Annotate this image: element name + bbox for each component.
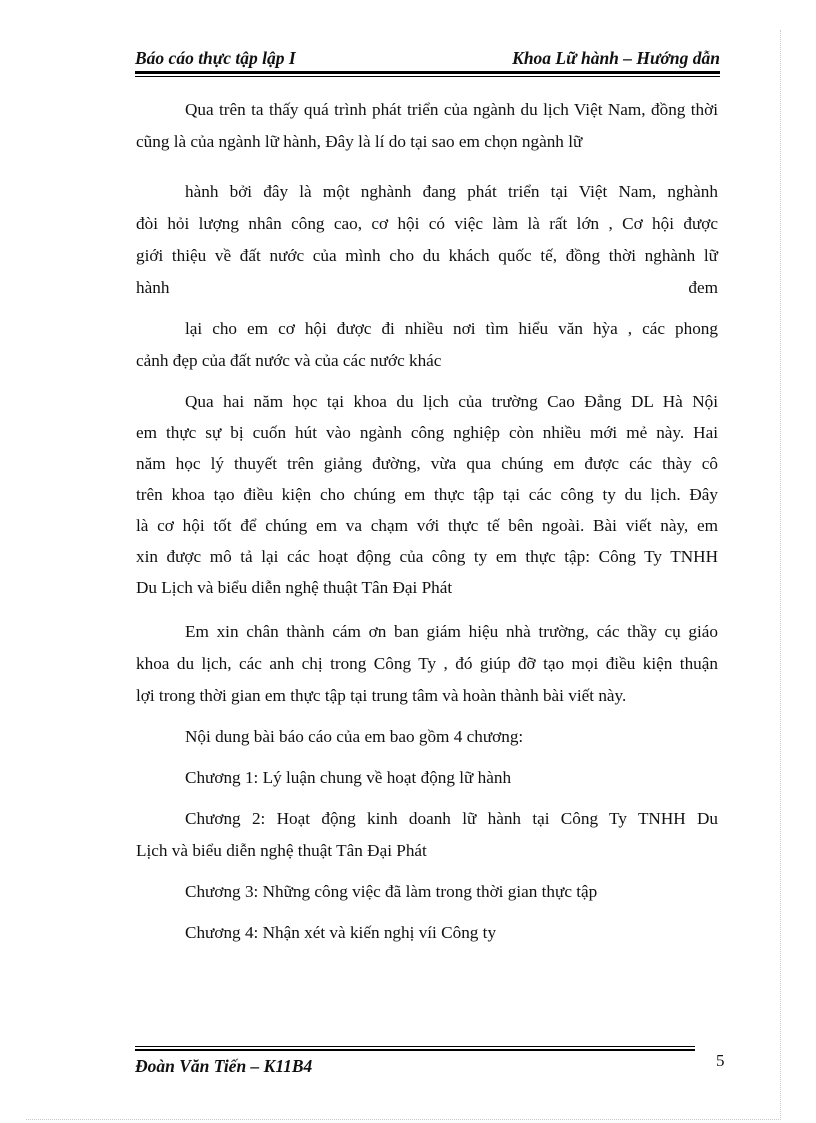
header-report-title: Báo cáo thực tập lập I [135, 48, 296, 68]
text-line: lợi trong thời gian em thực tập tại trung tâm và hoàn thành bài viết này. [136, 686, 627, 705]
chapter-4: Chương 4: Nhận xét và kiến nghị víi Công ty [185, 923, 497, 942]
chapter-1: Chương 1: Lý luận chung về hoạt động lữ hành [185, 768, 512, 787]
paragraph-intro [136, 94, 718, 158]
text-line: khoa du lịch, các anh chị trong Công Ty , đó giúp đỡ tạo mọi điều kiện thuận [136, 654, 718, 673]
chapter-3: Chương 3: Những công việc đã làm trong thời gian thực tập [185, 882, 598, 901]
header-department: Khoa Lữ hành – Hướng dẫn [512, 48, 720, 68]
text-word: hành [136, 278, 170, 297]
text-line: em thực sự bị cuốn hút vào ngành công nghiệp còn nhiều mới mẻ này. Hai [136, 423, 718, 442]
text-line: năm học lý thuyết trên giảng đường, vừa qua chúng em được các thày cô [136, 454, 718, 473]
footer-rule [135, 1046, 695, 1051]
paragraph-opportunity [136, 313, 718, 377]
text-line: Chương 2: Hoạt động kinh doanh lữ hành tại Công Ty TNHH Du [185, 809, 718, 828]
text-line: đồng thời cũng là của ngành lữ hành, Đây là lí do tại sao em chọn ngành lữ [136, 100, 719, 151]
text-line: Qua trên ta thấy quá trình phát triển của ngành du lịch Việt Nam, [185, 100, 646, 119]
contents-intro: Nội dung bài báo cáo của em bao gồm 4 chương: [185, 727, 524, 746]
paragraph-study [136, 386, 718, 603]
text-line: lại cho em cơ hội được đi nhiều nơi tìm hiểu văn hỳa , các phong [185, 319, 718, 338]
text-line: Em xin chân thành cám ơn ban giám hiệu nhà trường, các thầy cụ giáo [185, 622, 718, 641]
header-rule [135, 71, 720, 77]
text-line: là cơ hội tốt để chúng em va chạm với thực tế bên ngoài. Bài viết này, em [136, 516, 718, 535]
chapter-2 [136, 803, 718, 867]
text-line-split [136, 272, 718, 304]
text-word: đem [688, 278, 718, 297]
text-line: trên khoa tạo điều kiện cho chúng em thực tập tại các công ty du lịch. Đây [136, 485, 718, 504]
page-number: 5 [716, 1051, 725, 1070]
paragraph-thanks [136, 616, 718, 712]
text-line: Du Lịch và biểu diễn nghệ thuật Tân Đại Phát [136, 578, 453, 597]
document-body [136, 94, 718, 949]
text-line: Qua hai năm học tại khoa du lịch của trường Cao Đẳng DL Hà Nội [185, 392, 718, 411]
footer-author: Đoàn Văn Tiến – K11B4 [135, 1056, 313, 1076]
text-line: hành bởi đây là một nghành đang phát triển tại Việt Nam, nghành [185, 182, 718, 201]
text-line: cảnh đẹp của đất nước và của các nước khác [136, 351, 442, 370]
text-line: đòi hỏi lượng nhân công cao, cơ hội có việc làm là rất lớn , Cơ hội được [136, 214, 718, 233]
text-line: xin được mô tả lại các hoạt động của công ty em thực tập: Công Ty TNHH [136, 547, 718, 566]
text-line: Lịch và biểu diễn nghệ thuật Tân Đại Phát [136, 841, 427, 860]
text-line: giới thiệu về đất nước của mình cho du khách quốc tế, đồng thời nghành lữ [136, 246, 718, 265]
paragraph-reason [136, 176, 718, 304]
